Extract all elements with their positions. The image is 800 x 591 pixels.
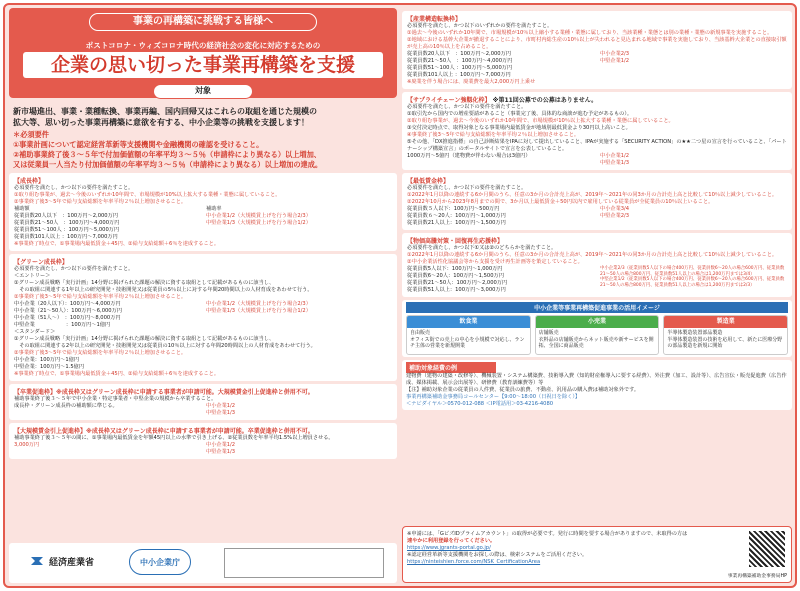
- image-panel: [402, 300, 792, 357]
- green-standard-2: その取組に関連する2年以上の研究開発・技術開発又は従業員の10％以上に対する年間20時間以上の人材育成をあわせて行う。: [14, 343, 316, 349]
- green-entry-heading: ＜エントリー＞: [14, 273, 51, 279]
- supply-panel: [402, 92, 792, 170]
- image-card-header: 小売業: [536, 316, 659, 328]
- image-card-header: 製造業: [664, 316, 787, 328]
- minwage-amount-2: 従業員数６～20人：100万円～1,000万円: [407, 213, 506, 219]
- growth-amount-4: 従業員数101人以上 ：100万円～7,000万円: [14, 234, 118, 240]
- minwage-desc: 必須要件を満たし、かつ以下の要件を満たすこと。: [407, 185, 527, 191]
- image-card-restaurant: [406, 315, 531, 355]
- industry-amount-1: 従業員数20人以下 ：100万円～2,000万円: [407, 51, 511, 57]
- requirement-1: ①事業計画について認定経営革新等支援機関や金融機関の確認を受けること。: [13, 140, 264, 149]
- green-desc: 必須要件を満たし、かつ以下の要件を満たすこと。: [14, 266, 134, 272]
- green-entry-amount-4: 中堅企業 ：100万円～1億円: [14, 322, 111, 328]
- intro-line-1: 新市場進出、事業・業種転換、事業再編、国内回帰又はこれらの取組を通じた規模の: [13, 107, 317, 116]
- green-standard-grid: [14, 357, 392, 371]
- image-card-text: 半導体製造装置の技術を応用して、新たに医療分野の部品製造を新規に開始: [667, 336, 783, 349]
- logo-strip: [9, 543, 397, 583]
- green-standard-amount-2: 中堅企業：100万円～1.5億円: [14, 364, 85, 370]
- industry-req-2: ②地域における基幹大企業が撤退することにより、市町村内総生産の10％以上が失われると見込まれる地域で事業を実施しており、当該基幹大企業との直接取引額が売上高の10％以上を占めること。: [407, 37, 787, 50]
- price-rate-1: 中小企業2/3（従業員数5人以下の場合400万円、従業員数6～20人の場合600万円、従業員数21～50人の場合800万円、従業員数51人以上の場合は1,200万円までは3/4）: [600, 266, 785, 277]
- qr-caption: 事業再構築補助金事務局HP: [727, 574, 787, 579]
- image-title: 中小企業等事業再構築促進事業の活用イメージ: [406, 302, 788, 313]
- industry-req-1: ①過去～今後のいずれか10年間で、市場規模が10％以上縮小する業種・業態に属しており、当該業種・業態とは別の業種・業態の新規事業を実施すること。: [407, 30, 773, 36]
- banner-top-pill: 事業の再構築に挑戦する皆様へ: [89, 13, 317, 31]
- requirement-2b: 又は従業員一人当たり付加価値額の年率平均３～５％（申請枠により異なる）以上増加の達成。: [13, 160, 323, 169]
- expense-phone: ＜ナビダイヤル＞0570-012-088 ＜IP電話用＞03-4216-4080: [406, 401, 554, 407]
- growth-title: 【成長枠】: [14, 178, 45, 185]
- supply-rate-2: 中堅企業1/3: [600, 160, 630, 166]
- minwage-rate-2: 中堅企業2/3: [600, 213, 630, 219]
- blank-stamp-box: [224, 548, 384, 578]
- green-entry-amounts: [14, 301, 200, 329]
- wage-rate-1: 中小企業1/2: [206, 442, 236, 448]
- graduation-rate-2: 中堅企業1/3: [206, 410, 236, 416]
- wage-panel: [9, 423, 397, 459]
- green-entry-rates: [206, 301, 392, 329]
- right-column: [402, 8, 792, 583]
- industry-note: ※廃業を伴う場合には、廃業費を最大2,000万円上乗せ: [407, 79, 536, 85]
- minwage-req-1: ①2022年1月以降の連続する6か月間のうち、任意の3か月の合計売上高が、2019年～2021年の同3か月の合計売上高と比較して10％以上減少していること。: [407, 192, 778, 198]
- top-banner: [9, 8, 397, 98]
- supply-rate-1: 中小企業1/2: [600, 153, 630, 159]
- green-panel: [9, 254, 397, 381]
- growth-rates: [206, 206, 392, 241]
- green-entry-3: ②事業終了後3～5年で給与支給総額を年率平均２％以上増加させること。: [14, 294, 187, 300]
- image-card-retail: [535, 315, 660, 355]
- green-standard-amounts: [14, 357, 200, 371]
- supply-req-1: ①取引先から国内での増産要請があること（事業完了後、具体的な商談が進む予定があるもの）。: [407, 111, 633, 117]
- supply-title: 【サプライチェーン強靱化枠】: [407, 97, 491, 104]
- supply-req-4: ④事業終了後3～5年で給与支給総額を年率平均２％以上増加させること。: [407, 132, 580, 138]
- green-entry-grid: [14, 301, 392, 329]
- bottom-line-3: ※認定経営革新等支援機関をお探しの際は、検索システムをご活用ください。: [407, 552, 588, 558]
- industry-panel: [402, 11, 792, 89]
- image-card-text: 衣料品の店舗販売からネット販売や新サービスを開拓、全国に商品販売: [538, 336, 654, 349]
- image-card-manufacturing: [663, 315, 788, 355]
- industry-amount-4: 従業員数101人以上 ：100万円～7,000万円: [407, 72, 511, 78]
- green-entry-amount-3: 中小企業（51人～） ：100万円～8,000万円: [14, 315, 121, 321]
- minwage-amount-1: 従業員数５人以下：100万円～500万円: [407, 206, 500, 212]
- industry-rate-2: 中堅企業1/2: [600, 58, 630, 64]
- expense-title: 補助対象経費の例: [406, 362, 496, 373]
- minwage-rate-1: 中小企業3/4: [600, 206, 630, 212]
- growth-amounts: [14, 206, 200, 241]
- growth-amount-1: 従業員数20人以下 ：100万円～2,000万円: [14, 213, 118, 219]
- price-req-1: ①2022年1月以降の連続する6か月間のうち、任意の3か月の合計売上高が、2019年～2021年の同3か月の合計売上高と比較して10％以上減少していること。: [407, 252, 778, 258]
- requirements-title: ＊必須要件: [13, 130, 49, 139]
- green-standard-1: ①グリーン成長戦略「実行計画」14分野に掲げられた課題の解決に資する取組として記載があるものに該当し、: [14, 336, 275, 342]
- wage-desc: 補助事業終了後３～５年の間に、①事業場内最低賃金を年額45円以上の水準で引き上げる、②従業員数を年率平均1.5%以上増員させる。: [14, 435, 334, 441]
- expense-note: 【注】補助対象企業の従業員の人件費、従業員の旅費、不動産、汎用品の購入費は補助対象外です。: [406, 387, 640, 393]
- wage-title: 【大規模賃金引上促進枠】※成長枠又はグリーン成長枠に申請する事業者が申請可能。卒業促進枠と併用不可。: [14, 428, 314, 435]
- growth-amount-2: 従業員数21～50人 ：100万円～4,000万円: [14, 220, 120, 226]
- price-rate-2: 中堅企業1/2（従業員数5人以下の場合400万円、従業員数6～20人の場合600万円、従業員数21～50人の場合800万円、従業員数51人以上の場合は1,200万円までは2/3）: [600, 277, 785, 288]
- green-rate-2: 中堅企業1/3（大規模賃上げを行う場合1/2）: [206, 308, 311, 314]
- green-entry-amount-1: 中小企業（20人以下）：100万円～4,000万円: [14, 301, 121, 307]
- industry-amount-2: 従業員数21～50人 ：100万円～4,000万円: [407, 58, 513, 64]
- green-standard-amount-1: 中小企業：100万円～1億円: [14, 357, 80, 363]
- growth-grid: [14, 206, 392, 241]
- supply-note: ※第11回公募での公募はありません。: [492, 97, 598, 104]
- price-req-2: ②中小企業活性化協議会等から支援を受け再生計画等を策定していること。: [407, 259, 583, 265]
- minwage-title: 【最低賃金枠】: [407, 178, 450, 185]
- growth-amount-label: 補助額: [14, 206, 30, 212]
- minwage-amount-3: 従業員数21人以上：100万円～1,500万円: [407, 220, 506, 226]
- growth-panel: [9, 173, 397, 251]
- wage-rate-2: 中堅企業1/3: [206, 449, 236, 455]
- graduation-rate-1: 中小企業1/2: [206, 403, 236, 409]
- industry-rate-1: 中小企業2/3: [600, 51, 630, 57]
- green-rate-1: 中小企業1/2（大規模賃上げを行う場合2/3）: [206, 301, 311, 307]
- ninteishien-link[interactable]: https://ninteishien.force.com/NSK_CertificationArea: [407, 559, 541, 565]
- industry-title: 【産業構造転換枠】: [407, 16, 462, 23]
- green-note: ※事業終了時点で、①事業場内最低賃金＋45円、②給与支給総額＋6％を達成すること。: [14, 371, 220, 377]
- image-card-sub: 半導体製造装置部品製造: [667, 330, 723, 336]
- growth-rate-2: 中堅企業1/3（大規模賃上げを行う場合1/2）: [206, 220, 311, 226]
- graduation-panel: [9, 384, 397, 420]
- price-desc: 必須要件を満たし、かつ以下①又は②のどちらかを満たすこと。: [407, 245, 557, 251]
- industry-amount-3: 従業員数51～100人 ：100万円～5,000万円: [407, 65, 513, 71]
- qr-code[interactable]: [749, 531, 785, 567]
- meti-logo: [29, 553, 94, 569]
- growth-amount-3: 従業員数51～100人 ：100万円～5,000万円: [14, 227, 120, 233]
- price-amount-3: 従業員数21～50人：100万円～2,000万円: [407, 280, 508, 286]
- banner-subtitle: ポストコロナ・ウィズコロナ時代の経済社会の変化に対応するための: [85, 41, 321, 50]
- price-panel: [402, 233, 792, 297]
- price-amount-1: 従業員数5人以下：100万円～1,000万円: [407, 266, 503, 272]
- growth-rate-1: 中小企業1/2（大規模賃上げを行う場合2/3）: [206, 213, 311, 219]
- wage-amount: 3,000万円: [14, 442, 40, 448]
- growth-note: ※事業終了時点で、①事業場内最低賃金＋45円、②給与支給総額＋6％を達成すること。: [14, 241, 220, 247]
- growth-req-2: ②事業終了後3～5年で給与支給総額を年率平均２％以上増加させること。: [14, 199, 187, 205]
- supply-req-5: ⑤その他、「DX推進指標」の自己診断結果をIPAに対して提出していること、IPAが実施する「SECURITY ACTION」の★★二つ星の宣言を行っていること、「パートナーシップ構築宣言」のポータルサイトで宣言を公表していること。: [407, 139, 787, 152]
- jgrants-link[interactable]: https://www.jgrants-portal.go.jp/: [407, 545, 491, 551]
- green-entry-amount-2: 中小企業（21～50人）：100万円～6,000万円: [14, 308, 122, 314]
- price-title: 【物価高騰対策・回復再生応援枠】: [407, 238, 504, 245]
- banner-main-title: 企業の思い切った事業再構築を支援: [23, 52, 383, 78]
- industry-desc: 必須要件を満たし、かつ以下のいずれかの要件を満たすこと。: [407, 23, 553, 29]
- image-card-sub: 自由販売: [410, 330, 431, 336]
- intro-text: [9, 98, 397, 130]
- expense-contact: 事業再構築補助金事務局コールセンター【9:00～18:00（日祝日を除く）】: [406, 394, 581, 400]
- meti-icon: [29, 553, 45, 569]
- minwage-req-2: ②2022年10月から2023年8月までの間で、3か月以上最低賃金＋50円以内で雇用している従業員が全従業員の10％以上いること。: [407, 199, 714, 205]
- green-entry-1: ①グリーン成長戦略「実行計画」14分野に掲げられた課題の解決に資する取組として記載があるものに該当し、: [14, 280, 275, 286]
- supply-req-3: ③交付決定時点で、取得対象となる事業場内最低賃金が地域別最低賃金より30円以上高いこと。: [407, 125, 631, 131]
- green-standard-3: ②事業終了後3～5年で給与支給総額を年率平均２％以上増加させること。: [14, 350, 187, 356]
- price-amount-2: 従業員数6～20人：100万円～1,500万円: [407, 273, 504, 279]
- graduation-desc: 補助事業終了後３～５年で中小企業・特定事業者・中堅企業の規模から卒業すること。: [14, 396, 217, 402]
- left-column: [9, 8, 397, 583]
- graduation-title: 【卒業促進枠】※成長枠又はグリーン成長枠に申請する事業者が申請可能。大規模賃金引上促進枠と併用不可。: [14, 389, 314, 396]
- bottom-line-2: 速やかに利用登録を行ってください。: [407, 538, 496, 544]
- intro-line-2: 拡大等、思い切った事業再構築に意欲を有する、中小企業等の挑戦を支援します！: [13, 118, 309, 127]
- image-card-header: 飲食業: [407, 316, 530, 328]
- growth-rate-label: 補助率: [206, 206, 222, 212]
- bottom-line-1: ※申請には、「GビズIDプライムアカウント」の取得が必要です。発行に時間を要する場合がありますので、未取得の方は: [407, 531, 688, 537]
- application-info-box: [402, 526, 792, 583]
- graduation-amount: 成長枠・グリーン成長枠の補助額に準じる。: [14, 403, 118, 409]
- banner-target-pill: 対象: [153, 84, 253, 99]
- growth-desc: 必須要件を満たし、かつ以下の要件を満たすこと。: [14, 185, 134, 191]
- supply-amount: 1000万円～5億円（建物費が伴わない場合は3億円）: [407, 153, 531, 159]
- expense-text: 建物費（建物の建築・改修等）、機械装置・システム構築費、技術導入費（知的財産権導入に要する経費）、外注費（加工、設計等）、広告宣伝・販売促進費（広告作成、媒体掲載、展示会出展等）、研修費（教育訓練費等）等: [406, 373, 787, 386]
- supply-desc: 必須要件を満たし、かつ以下の要件を満たすこと。: [407, 104, 527, 110]
- image-card-text: オフィス街での売上の中心を小規模で対応し、ランチ主体の営業を新規開業: [410, 336, 525, 349]
- image-card-sub: 店舗販売: [538, 330, 559, 336]
- requirements-section: [9, 130, 397, 170]
- green-standard-heading: ＜スタンダード＞: [14, 329, 56, 335]
- minwage-panel: [402, 173, 792, 230]
- sme-logo: [129, 549, 191, 575]
- requirement-2: ②補助事業終了後３～５年で付加価値額の年率平均３～５％（申請枠により異なる）以上増加、: [13, 150, 321, 159]
- growth-req-1: ①取り組む事業が、過去～今後のいずれか10年間で、市場規模が10%以上拡大する業種・業態に属していること。: [14, 192, 281, 198]
- sme-logo-text: 中小企業庁: [140, 557, 180, 567]
- green-title: 【グリーン成長枠】: [14, 259, 68, 266]
- green-entry-2: その取組に関連する1年以上の研究開発・技術開発又は従業員の5％以上に対する年間20時間以上の人材育成をあわせて行う。: [14, 287, 313, 293]
- meti-logo-text: 経済産業省: [49, 557, 95, 568]
- expense-panel: [402, 360, 792, 410]
- supply-req-2: ②取り組む事業が、過去～今後のいずれか10年間で、市場規模が10％以上拡大する業種・業態に属していること。: [407, 118, 674, 124]
- price-amount-4: 従業員数51人以上：100万円～3,000万円: [407, 287, 506, 293]
